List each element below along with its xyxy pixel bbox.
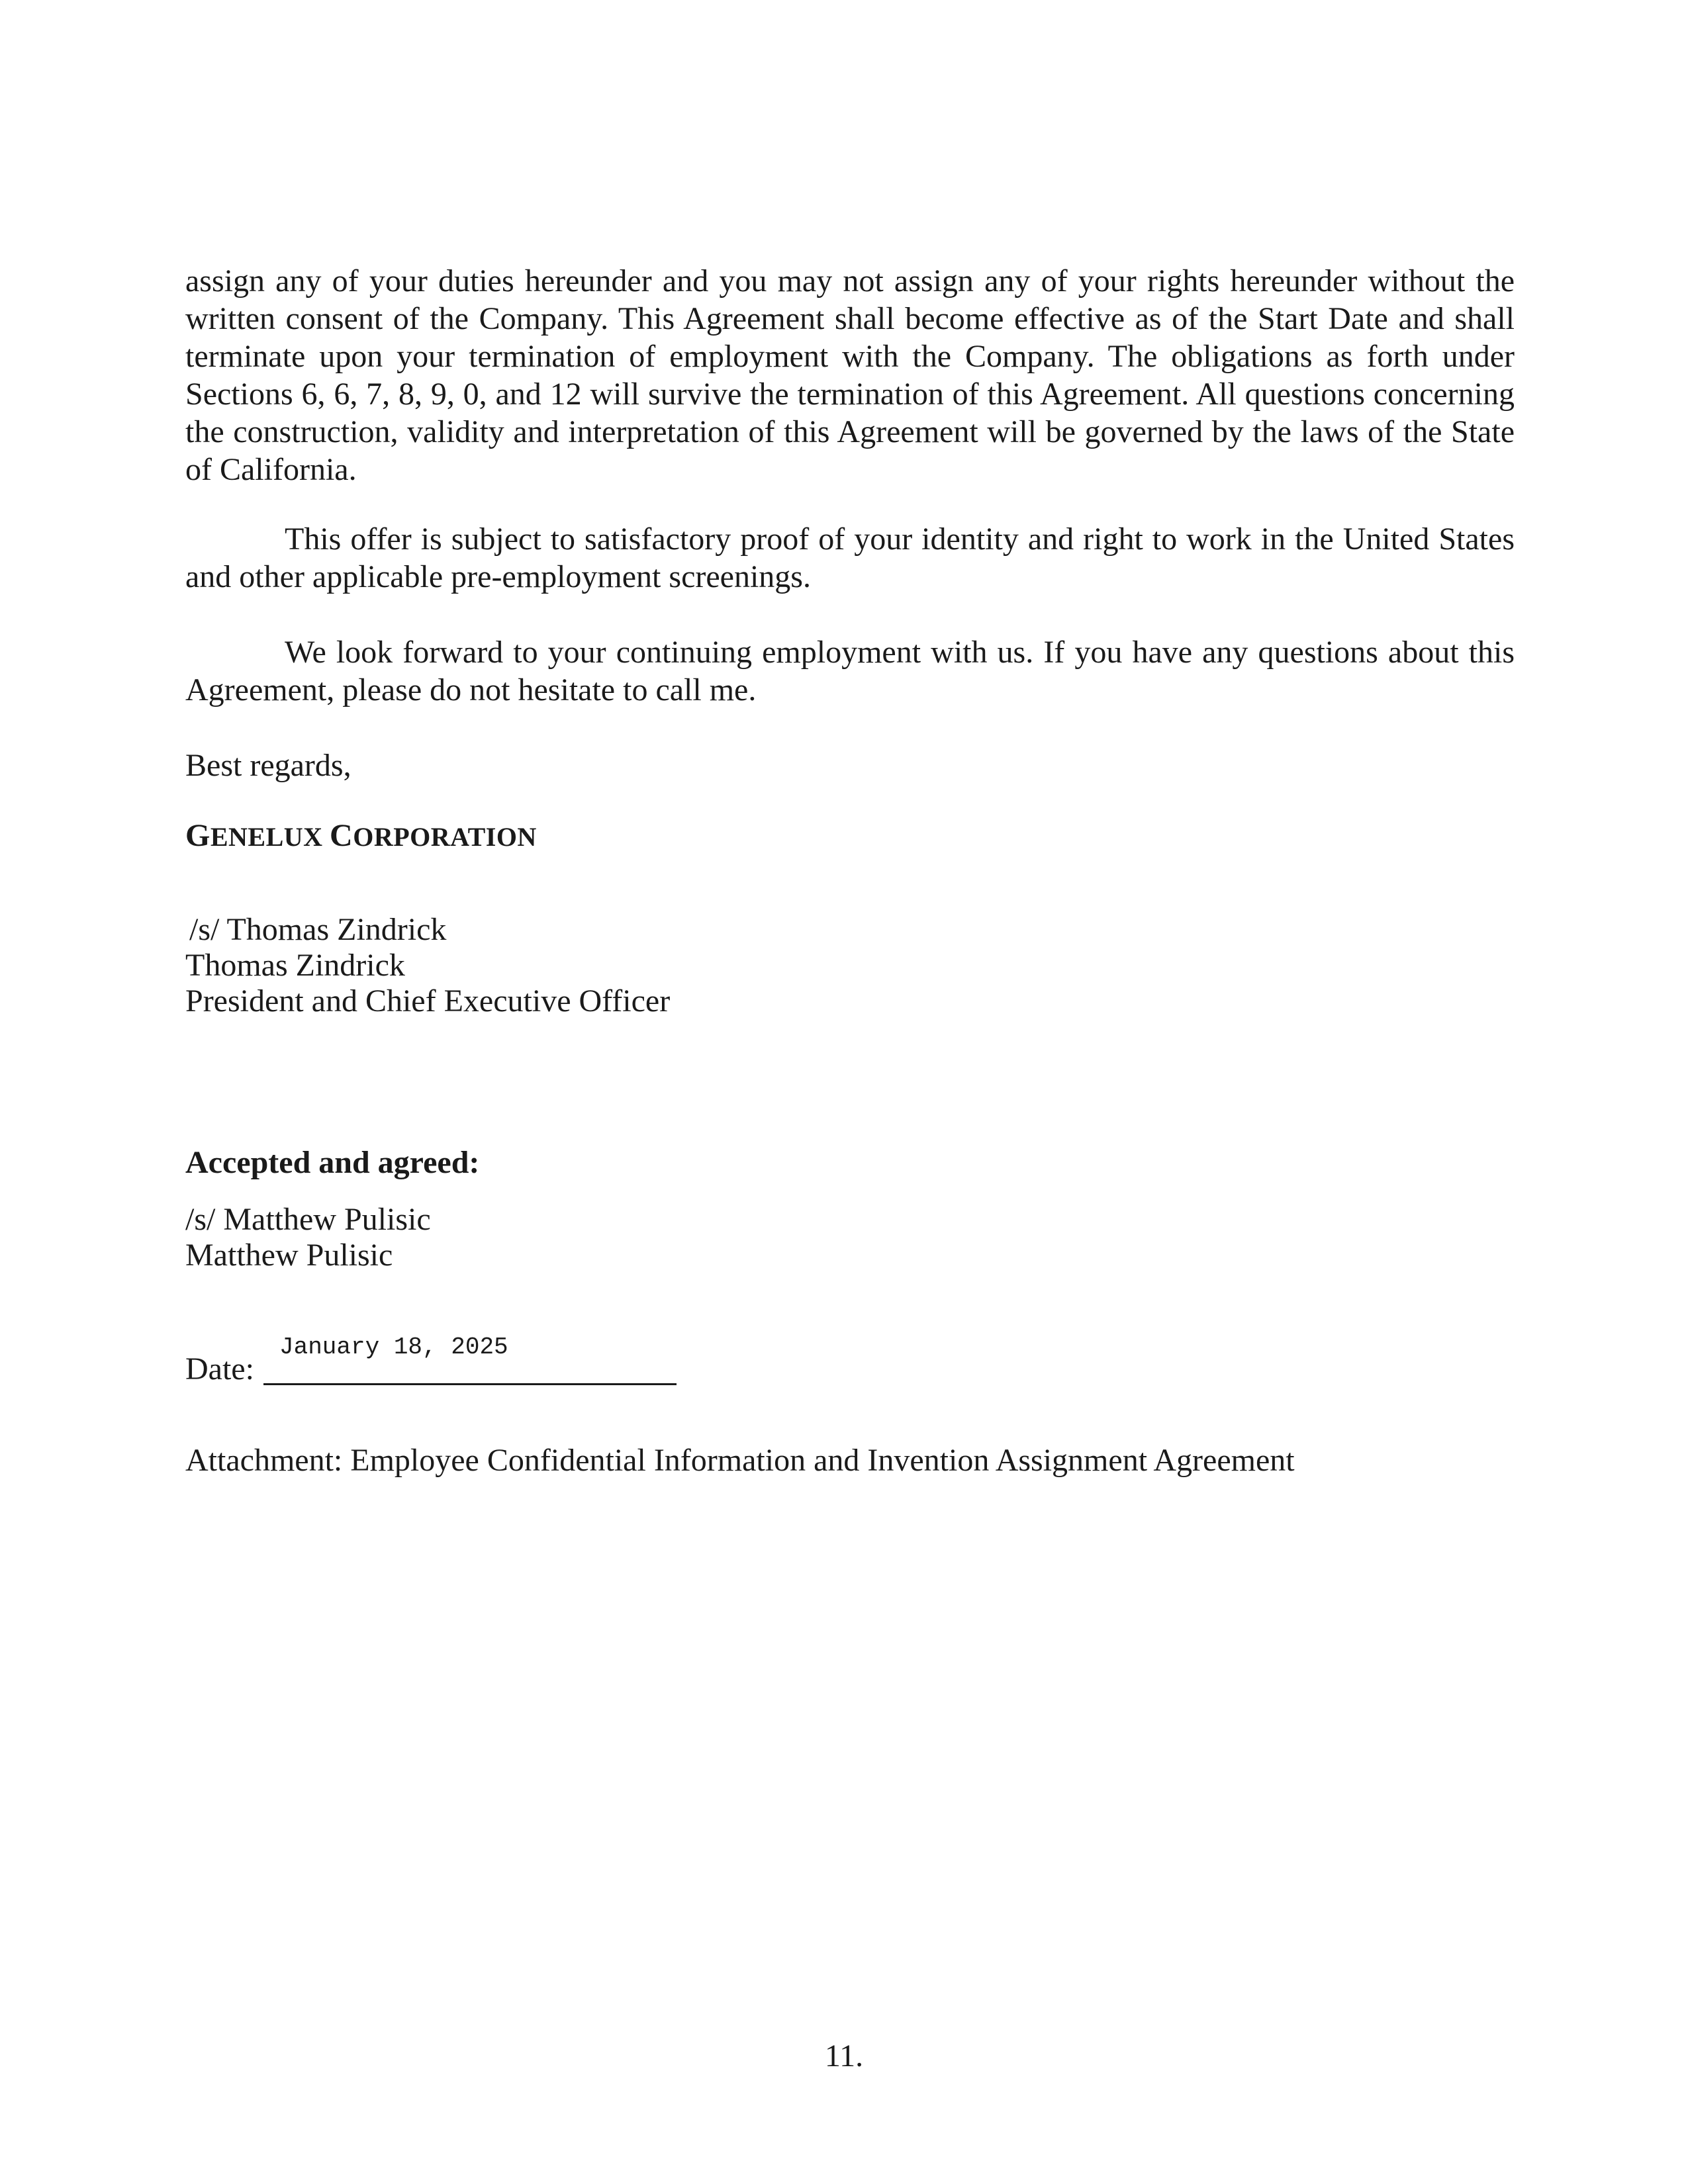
offer-conditions-paragraph: This offer is subject to satisfactory proof of your identity and right to work in the United States and other applicable pre-employment screenings. bbox=[185, 522, 1515, 594]
company-signer-name: Thomas Zindrick bbox=[185, 948, 405, 983]
company-signature-block bbox=[185, 912, 670, 1019]
company-name bbox=[185, 819, 537, 854]
attachment-note: Attachment: Employee Confidential Information and Invention Assignment Agreement bbox=[185, 1443, 1295, 1478]
closing-salutation: Best regards, bbox=[185, 748, 352, 783]
employee-name: Matthew Pulisic bbox=[185, 1238, 393, 1273]
company-signature: /s/ Thomas Zindrick bbox=[189, 912, 447, 947]
closing-paragraph: We look forward to your continuing employment with us. If you have any questions about this Agreement, please do not hesitate to call me. bbox=[185, 635, 1515, 707]
employee-signature: /s/ Matthew Pulisic bbox=[185, 1202, 431, 1237]
date-value: January 18, 2025 bbox=[279, 1334, 508, 1361]
date-signature-line bbox=[263, 1383, 677, 1385]
page-number: 11. bbox=[824, 2038, 864, 2073]
company-signer-title: President and Chief Executive Officer bbox=[185, 983, 671, 1019]
company-initial-2: C bbox=[330, 818, 353, 853]
employee-signature-block bbox=[185, 1202, 431, 1273]
company-word-1-rest: ENELUX bbox=[210, 822, 323, 852]
company-initial-1: G bbox=[185, 818, 211, 853]
accepted-heading: Accepted and agreed: bbox=[185, 1145, 480, 1180]
company-word-2-rest: ORPORATION bbox=[353, 822, 537, 852]
agreement-terms-paragraph: assign any of your duties hereunder and you may not assign any of your rights hereunder without the written consent of the Company. This Agreement shall become effective as of the Start Date and shall terminate upon your termination of employment with the Company. The obligations as forth under Sections 6, 6, 7, 8, 9, 0, and 12 will survive the termination of this Agreement. All questions concerning the construction, validity and interpretation of this Agreement will be governed by the laws of the State of California. bbox=[185, 263, 1515, 487]
date-label: Date: bbox=[185, 1351, 254, 1387]
